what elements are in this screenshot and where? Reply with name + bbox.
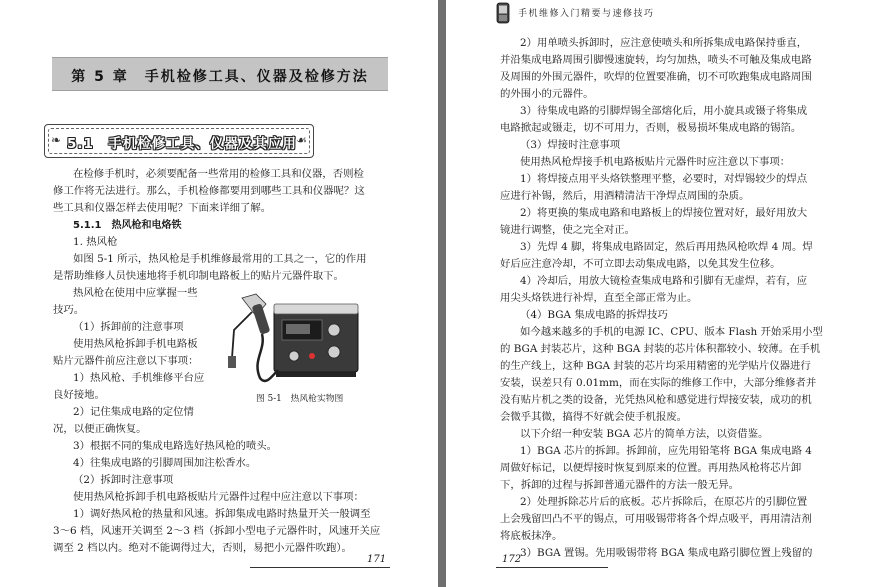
- body-line: 良好接地。: [53, 389, 105, 401]
- subsection-heading: 5.1.1 热风枪和电烙铁: [73, 220, 182, 231]
- page-number: 172: [502, 554, 522, 565]
- body-line: 热风枪在使用中应掌握一些: [73, 287, 198, 299]
- section-title: 5.1 手机检修工具、仪器及其应用: [67, 136, 297, 152]
- body-line: 应进行补锡，然后，用酒精清洁干净焊点周围的杂质。: [500, 190, 750, 202]
- page-number: 171: [367, 554, 387, 565]
- body-line: 些工具和仪器怎样去使用呢？下面来详细了解。: [53, 202, 272, 214]
- body-line: 没有贴片机之类的设备，光凭热风枪和感觉进行焊接安装，成功的机: [500, 394, 812, 406]
- body-line: （3）焊接时注意事项: [520, 139, 621, 151]
- book-gutter: [438, 0, 446, 587]
- chapter-title: 第 5 章 手机检修工具、仪器及检修方法: [71, 69, 369, 85]
- body-line: 使用热风枪拆卸手机电路板贴片元器件过程中应注意以下事项：: [73, 491, 364, 503]
- body-line: （2）拆卸时注意事项: [73, 474, 174, 486]
- body-line: 技巧。: [53, 304, 85, 316]
- body-line: 周做好标记，以便焊接时恢复到原来的位置。再用热风枪将芯片卸: [500, 462, 802, 474]
- hot-air-station-figure: [222, 290, 370, 392]
- body-line: （1）拆卸前的注意事项: [73, 321, 184, 333]
- body-line: 2）处理拆除芯片后的底板。芯片拆除后，在原芯片的引脚位置: [520, 496, 808, 508]
- body-line: 以下介绍一种安装 BGA 芯片的简单方法，以资借鉴。: [520, 428, 769, 440]
- body-line: 4）往集成电路的引脚周围加注松香水。: [73, 457, 257, 469]
- body-line: 并沿集成电路周围引脚慢速旋转，均匀加热，喷头不可触及集成电路: [500, 54, 812, 66]
- body-line: 1）将焊接点用平头烙铁整理平整，必要时，对焊锡较少的焊点: [520, 173, 808, 185]
- body-line: 修工作将无法进行。那么，手机检修都要用到哪些工具和仪器呢？这: [53, 185, 365, 197]
- body-line: 4）冷却后，用放大镜检查集成电路和引脚有无虚焊，若有，应: [520, 275, 808, 287]
- body-line: 在检修手机时，必须要配备一些常用的检修工具和仪器，否则检: [73, 168, 364, 180]
- figure-caption: 图 5-1 热风枪实物图: [256, 394, 344, 404]
- body-line: 上会残留凹凸不平的锡点，可用吸锡带将各个焊点吸平，再用清洁剂: [500, 513, 812, 525]
- body-line: 下，拆卸的过程与拆卸普通元器件的方法一般无异。: [500, 479, 739, 491]
- body-line: 况，以便正确恢复。: [53, 423, 147, 435]
- left-page: [0, 0, 438, 587]
- body-line: 的 BGA 封装芯片，这种 BGA 封装的芯片体积都较小、较薄。在手机: [500, 343, 821, 355]
- body-line: 2）将更换的集成电路和电路板上的焊接位置对好，最好用放大: [520, 207, 808, 219]
- body-line: 贴片元器件前应注意以下事项：: [53, 355, 199, 367]
- body-line: 3～6 档，风速开关调至 2～3 档（拆卸小型电子元器件时，风速开关应: [53, 525, 381, 537]
- body-line: 1）BGA 芯片的拆卸。拆卸前，应先用铅笔将 BGA 集成电路 4: [520, 445, 812, 457]
- folio-rule: [496, 567, 608, 568]
- running-header: 手机维修入门精要与速修技巧: [518, 9, 655, 19]
- body-line: 3）先焊 4 脚，将集成电路固定，然后再用热风枪吹焊 4 周。焊: [520, 241, 813, 253]
- body-line: 的生产线上，这种 BGA 封装的芯片均采用精密的光学贴片仪器进行: [500, 360, 811, 372]
- body-line: 1）调好热风枪的热量和风速。拆卸集成电路时热量开关一般调至: [73, 508, 371, 520]
- scroll-ornament-icon: ❧: [51, 133, 62, 147]
- body-line: 的外围小的元器件。: [500, 88, 594, 100]
- body-line: 如图 5-1 所示，热风枪是手机维修最常用的工具之一，它的作用: [73, 253, 367, 265]
- body-line: 2）用单喷头拆卸时，应注意使喷头和所拆集成电路保持垂直，: [520, 37, 808, 49]
- folio-rule: [250, 567, 390, 568]
- body-line: 用尖头烙铁进行补焊，直至全部正常为止。: [500, 292, 698, 304]
- body-line: 如今越来越多的手机的电源 IC、CPU、版本 Flash 开始采用小型: [520, 326, 823, 338]
- body-line: 好后应注意冷却，不可立即去动集成电路，以免其发生位移。: [500, 258, 781, 270]
- body-line: 2）记住集成电路的定位情: [73, 406, 194, 418]
- mobile-phone-icon: [496, 2, 510, 24]
- body-line: 调至 2 档以内。绝对不能调得过大，否则，易把小元器件吹跑）。: [53, 542, 352, 554]
- body-line: （4）BGA 集成电路的拆焊技巧: [520, 309, 668, 321]
- body-line: 使用热风枪焊接手机电路板贴片元器件时应注意以下事项：: [520, 156, 791, 168]
- body-line: 会微乎其微，搞得不好就会使手机报废。: [500, 411, 688, 423]
- chapter-title-band: [52, 57, 388, 91]
- body-line: 及周围的外围元器件，吹焊的位置要准确，切不可吹跑集成电路周围: [500, 71, 812, 83]
- body-line: 使用热风枪拆卸手机电路板: [73, 338, 198, 350]
- body-line: 电路掀起或镊走，切不可用力，否则，极易损坏集成电路的锡箔。: [500, 122, 802, 134]
- scroll-ornament-icon: ☙: [296, 133, 307, 147]
- item-heading: 1. 热风枪: [73, 236, 118, 248]
- body-line: 1）热风枪、手机维修平台应: [73, 372, 205, 384]
- body-line: 镜进行调整，使之完全对正。: [500, 224, 636, 236]
- body-line: 是帮助维修人员快速地将手机印制电路板上的贴片元器件取下。: [53, 270, 344, 282]
- body-line: 3）根据不同的集成电路选好热风枪的喷头。: [73, 440, 278, 452]
- section-title-banner: [44, 124, 314, 158]
- body-line: 将底板抹净。: [500, 530, 563, 542]
- body-line: 安装，误差只有 0.01mm，而在实际的维修工作中，大部分维修者并: [500, 377, 817, 389]
- body-line: 3）待集成电路的引脚焊锡全部熔化后，用小旋具或镊子将集成: [520, 105, 808, 117]
- body-line: 3）BGA 置锡。先用吸锡带将 BGA 集成电路引脚位置上残留的: [520, 547, 813, 559]
